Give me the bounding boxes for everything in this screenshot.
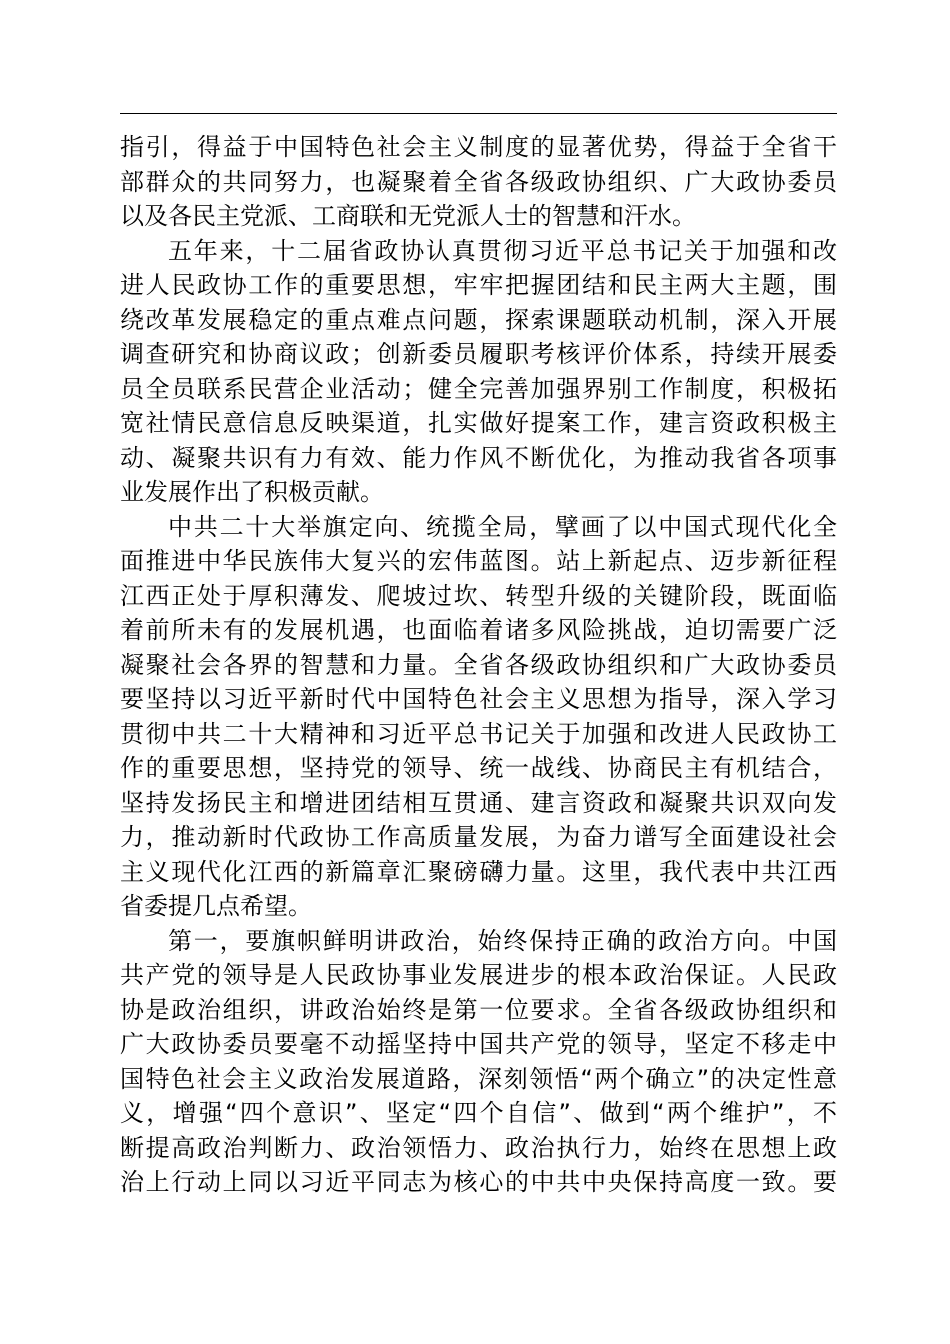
body-text — [120, 130, 837, 1200]
text-line: 义，增强“四个意识”、坚定“四个自信”、做到“两个维护”，不 — [120, 1099, 837, 1127]
text-line: 面推进中华民族伟大复兴的宏伟蓝图。站上新起点、迈步新征程 — [120, 547, 837, 575]
text-line: 进人民政协工作的重要思想，牢牢把握团结和民主两大主题，围 — [120, 271, 837, 299]
text-line: 国特色社会主义政治发展道路，深刻领悟“两个确立”的决定性意 — [120, 1064, 837, 1093]
text-line: 力，推动新时代政协工作高质量发展，为奋力谱写全面建设社会 — [120, 823, 837, 851]
text-line: 主义现代化江西的新篇章汇聚磅礴力量。这里，我代表中共江西 — [120, 857, 837, 886]
text-line: 作的重要思想，坚持党的领导、统一战线、协商民主有机结合， — [120, 754, 837, 782]
text-line: 贯彻中共二十大精神和习近平总书记关于加强和改进人民政协工 — [120, 719, 837, 748]
text-line: 调查研究和协商议政；创新委员履职考核评价体系，持续开展委 — [120, 340, 837, 368]
text-line: 业发展作出了积极贡献。 — [120, 478, 384, 506]
text-line: 着前所未有的发展机遇，也面临着诸多风险挑战，迫切需要广泛 — [120, 616, 837, 644]
text-line: 共产党的领导是人民政协事业发展进步的根本政治保证。人民政 — [120, 961, 837, 989]
text-line: 指引，得益于中国特色社会主义制度的显著优势，得益于全省干 — [120, 133, 837, 161]
text-line: 坚持发扬民主和增进团结相互贯通、建言资政和凝聚共识双向发 — [120, 788, 837, 817]
text-line: 广大政协委员要毫不动摇坚持中国共产党的领导，坚定不移走中 — [120, 1030, 837, 1058]
text-line: 第一，要旗帜鲜明讲政治，始终保持正确的政治方向。中国 — [168, 926, 837, 955]
text-line: 以及各民主党派、工商联和无党派人士的智慧和汗水。 — [120, 202, 696, 230]
text-line: 中共二十大举旗定向、统揽全局，擘画了以中国式现代化全 — [168, 512, 837, 541]
text-line: 江西正处于厚积薄发、爬坡过坎、转型升级的关键阶段，既面临 — [120, 581, 837, 610]
text-line: 动、凝聚共识有力有效、能力作风不断优化，为推动我省各项事 — [120, 443, 837, 472]
text-line: 省委提几点希望。 — [120, 892, 312, 920]
text-line: 要坚持以习近平新时代中国特色社会主义思想为指导，深入学习 — [120, 685, 837, 713]
text-line: 宽社情民意信息反映渠道，扎实做好提案工作，建言资政积极主 — [120, 409, 837, 437]
text-line: 五年来，十二届省政协认真贯彻习近平总书记关于加强和改 — [168, 236, 837, 265]
text-line: 凝聚社会各界的智慧和力量。全省各级政协组织和广大政协委员 — [120, 650, 837, 679]
text-line: 断提高政治判断力、政治领悟力、政治执行力，始终在思想上政 — [120, 1133, 837, 1162]
header-rule — [120, 113, 837, 114]
text-line: 治上行动上同以习近平同志为核心的中共中央保持高度一致。要 — [120, 1168, 837, 1196]
text-line: 员全员联系民营企业活动；健全完善加强界别工作制度，积极拓 — [120, 374, 837, 403]
text-line: 部群众的共同努力，也凝聚着全省各级政协组织、广大政协委员 — [120, 167, 837, 196]
text-line: 协是政治组织，讲政治始终是第一位要求。全省各级政协组织和 — [120, 995, 837, 1024]
text-line: 绕改革发展稳定的重点难点问题，探索课题联动机制，深入开展 — [120, 305, 837, 334]
